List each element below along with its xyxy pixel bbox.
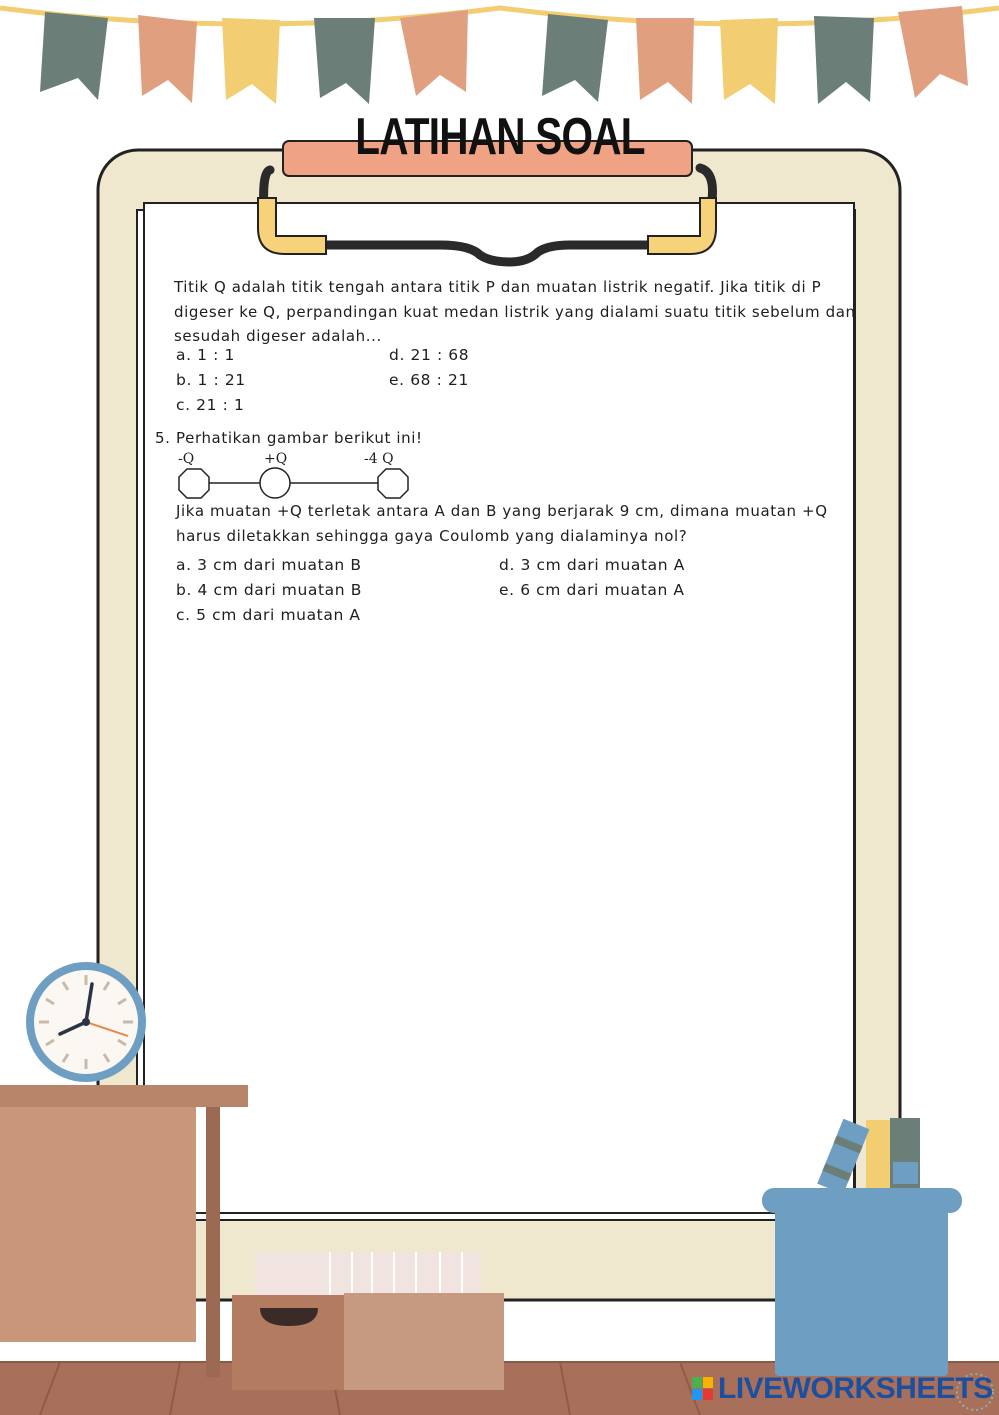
charge-label: +Q bbox=[264, 451, 288, 467]
option-c[interactable]: c. 21 : 1 bbox=[176, 396, 245, 414]
charge-minus-4q bbox=[378, 469, 408, 498]
question-4-stem-line: Titik Q adalah titik tengah antara titik P dan muatan listrik negatif. Jika titik di P bbox=[174, 278, 822, 296]
charge-plus-q bbox=[260, 468, 290, 498]
question-5-intro: Perhatikan gambar berikut ini! bbox=[176, 429, 423, 447]
option-a[interactable]: a. 3 cm dari muatan B bbox=[176, 556, 362, 574]
bucket-rim bbox=[762, 1188, 962, 1213]
option-d[interactable]: d. 21 : 68 bbox=[389, 346, 470, 364]
page-title: LATIHAN SOAL bbox=[355, 108, 645, 166]
option-d[interactable]: d. 3 cm dari muatan A bbox=[499, 556, 685, 574]
question-4-stem-line: sesudah digeser adalah... bbox=[174, 327, 382, 345]
box-right bbox=[344, 1293, 504, 1390]
option-c[interactable]: c. 5 cm dari muatan A bbox=[176, 606, 361, 624]
clock bbox=[26, 962, 146, 1082]
bucket bbox=[775, 1198, 948, 1376]
liveworksheets-brand[interactable]: LIVEWORKSHEETS bbox=[718, 1372, 993, 1405]
question-4-stem-line: digeser ke Q, perpandingan kuat medan listrik yang dialami suatu titik sebelum dan bbox=[174, 302, 856, 321]
charge-minus-q bbox=[179, 469, 209, 498]
option-e[interactable]: e. 68 : 21 bbox=[389, 371, 469, 389]
book bbox=[866, 1120, 892, 1190]
paper-stack bbox=[255, 1252, 481, 1297]
charge-label: -Q bbox=[178, 451, 195, 467]
desk-top bbox=[0, 1085, 248, 1107]
option-a[interactable]: a. 1 : 1 bbox=[176, 346, 235, 364]
question-5-number: 5. bbox=[155, 429, 171, 447]
clipboard-paper bbox=[144, 203, 854, 1213]
charge-label: -4 Q bbox=[364, 451, 394, 467]
desk-body bbox=[0, 1107, 196, 1342]
question-5-stem-line: Jika muatan +Q terletak antara A dan B yang berjarak 9 cm, dimana muatan +Q bbox=[176, 502, 828, 520]
option-b[interactable]: b. 4 cm dari muatan B bbox=[176, 581, 362, 599]
question-5-stem-line: harus diletakkan sehingga gaya Coulomb yang dialaminya nol? bbox=[176, 526, 688, 545]
option-e[interactable]: e. 6 cm dari muatan A bbox=[499, 581, 685, 599]
liveworksheets-logo bbox=[692, 1377, 714, 1401]
desk-leg bbox=[206, 1107, 220, 1377]
option-b[interactable]: b. 1 : 21 bbox=[176, 371, 246, 389]
